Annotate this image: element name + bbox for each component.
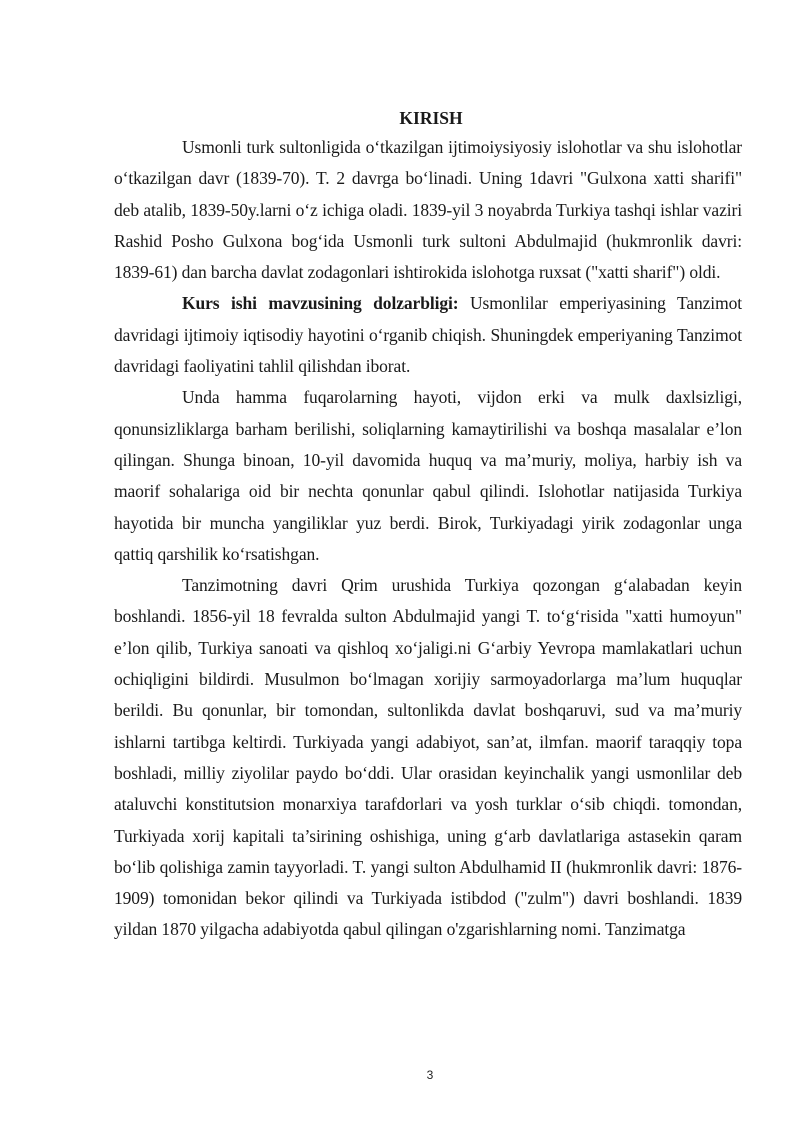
paragraph-2-lead: Kurs ishi mavzusining dolzarbligi: (182, 293, 459, 314)
paragraph-3-text: Unda hamma fuqarolarning hayoti, vijdon erki va mulk daxlsizligi, qonunsizliklarga barham berilishi, soliqlarning kamaytirilishi va boshqa masalalar e’lon qilingan. Shunga binoan, 10-yil davomida huquq va ma’muriy, moliya, harbiy ish va maorif sohalariga oid bir nechta qonunlar qabul qilindi. Islohotlar natijasida Turkiya hayotida bir muncha yangiliklar yuz berdi. Birok, Turkiyadagi yirik zodagonlar unga qattiq qarshilik koʻrsatishgan. (114, 387, 742, 564)
document-page (114, 104, 742, 946)
paragraph-3 (114, 382, 742, 570)
paragraph-2-text: Usmonlilar emperiyasining Tanzimot davridagi ijtimoiy iqtisodiy hayotini oʻrganib chiqish. Shuningdek emperiyaning Tanzimot davridagi faoliyatini tahlil qilishdan iborat. (114, 293, 742, 377)
paragraph-4-text: Tanzimotning davri Qrim urushida Turkiya qozongan gʻalabadan keyin boshlandi. 1856-yil 18 fevralda sulton Abdulmajid yangi T. toʻgʻrisida "xatti humoyun" e’lon qilib, Turkiya sanoati va qishloq xoʻjaligi.ni Gʻarbiy Yevropa mamlakatlari uchun ochiqligini bildirdi. Musulmon boʻlmagan xorijiy sarmoyadorlarga ma’lum huquqlar berildi. Bu qonunlar, bir tomondan, sultonlikda davlat boshqaruvi, sud va ma’muriy ishlarni tartibga keltirdi. Turkiyada yangi adabiyot, san’at, ilmfan. maorif taraqqiy topa boshladi, milliy ziyolilar paydo boʻddi. Ular orasidan keyinchalik yangi usmonlilar deb ataluvchi konstitutsion monarxiya tarafdorlari va yosh turklar oʻsib chiqdi. tomondan, Turkiyada xorij kapitali ta’sirining oshishiga, uning gʻarb davlatlariga astasekin qaram boʻlib qolishiga zamin tayyorladi. T. yangi sulton Abdulhamid II (hukmronlik davri: 1876-1909) tomonidan bekor qilindi va Turkiyada istibdod ("zulm") davri boshlandi. 1839 yildan 1870 yilgacha adabiyotda qabul qilingan o'zgarishlarning nomi. Tanzimatga (114, 575, 742, 940)
paragraph-1-text: Usmonli turk sultonligida oʻtkazilgan ijtimoiysiyosiy islohotlar va shu islohotlar oʻtkazilgan davr (1839-70). T. 2 davrga boʻlinadi. Uning 1davri "Gulxona xatti sharifi" deb atalib, 1839-50y.larni oʻz ichiga oladi. 1839-yil 3 noyabrda Turkiya tashqi ishlar vaziri Rashid Posho Gulxona bogʻida Usmonli turk sultoni Abdulmajid (hukmronlik davri: 1839-61) dan barcha davlat zodagonlari ishtirokida islohotga ruxsat ("xatti sharif") oldi. (114, 137, 742, 283)
page-number: 3 (426, 1068, 434, 1082)
paragraph-2 (114, 288, 742, 382)
section-title: KIRISH (399, 108, 463, 128)
paragraph-4 (114, 570, 742, 946)
paragraph-1 (114, 132, 742, 288)
